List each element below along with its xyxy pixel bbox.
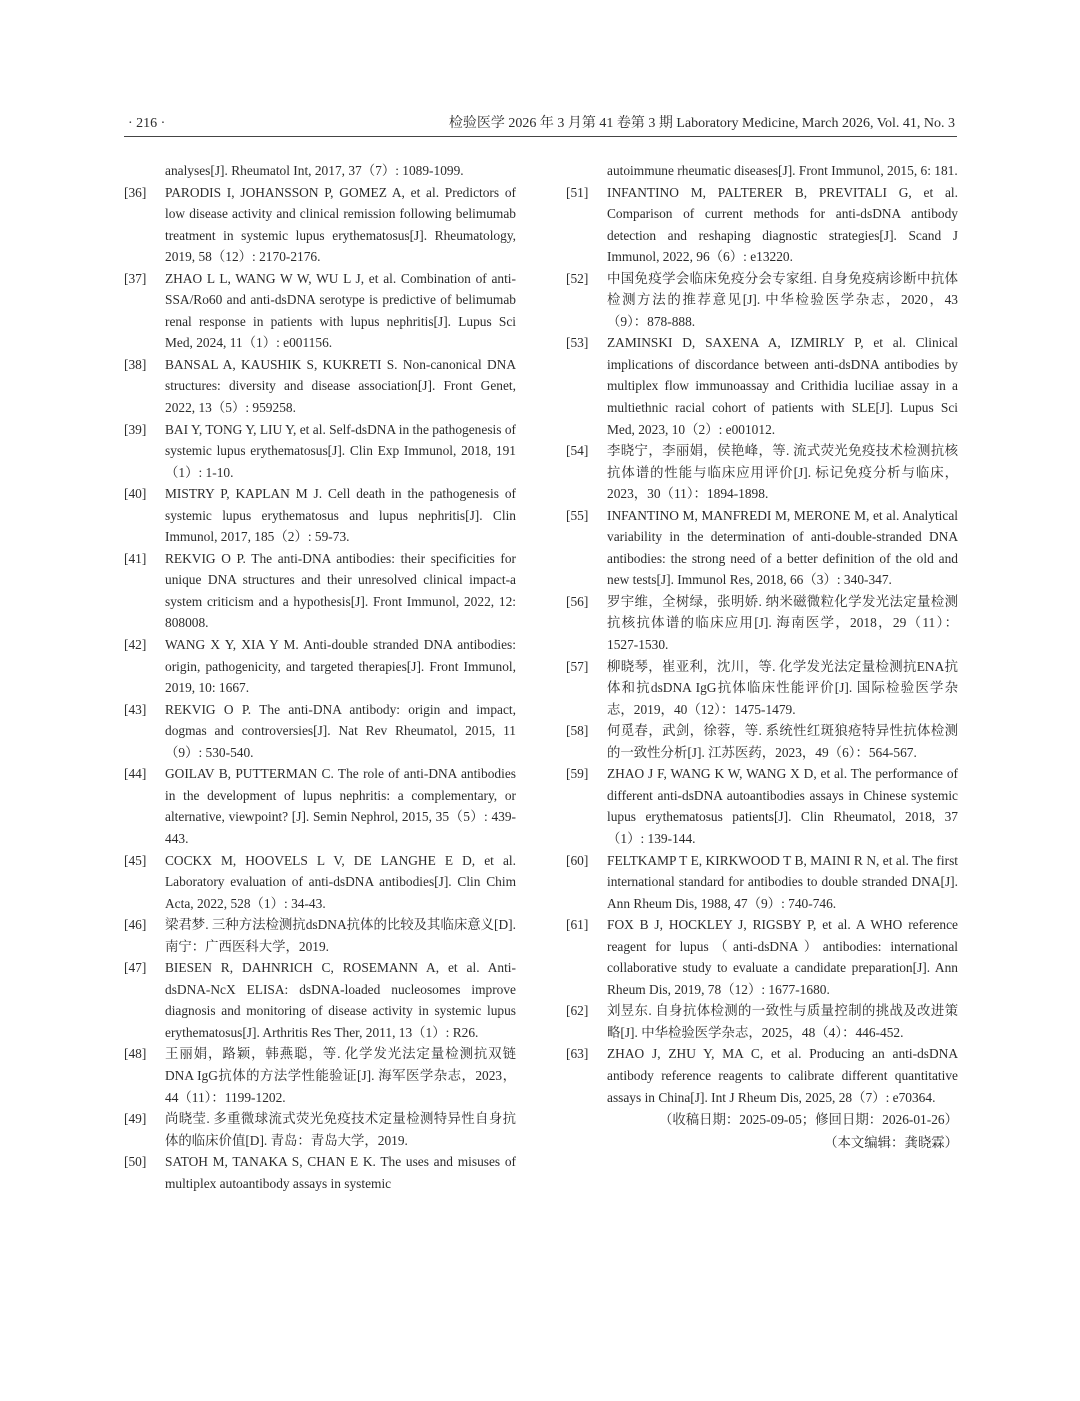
reference-item — [566, 763, 958, 849]
reference-number: [49] — [124, 1111, 147, 1127]
reference-text: WANG X Y, XIA Y M. Anti-double stranded DNA antibodies: origin, pathogenicity, and targeted therapies[J]. Front Immunol, 2019, 10: 1667. — [165, 637, 516, 696]
reference-number: [46] — [124, 917, 147, 933]
reference-text: INFANTINO M, PALTERER B, PREVITALI G, et al. Comparison of current methods for anti-dsDNA antibody detection and reshaping diagnostic strategies[J]. Scand J Immunol, 2022, 96（6）: e13220. — [607, 184, 958, 265]
editor-note: （本文编辑：龚晓霖） — [824, 1135, 958, 1151]
reference-item — [124, 1043, 516, 1108]
reference-number: [61] — [566, 917, 589, 933]
reference-text: 罗宇维，全树绿，张明娇. 纳米磁微粒化学发光法定量检测抗核抗体谱的临床应用[J]. 海南医学，2018，29（11）：1527-1530. — [607, 593, 958, 653]
reference-number: [50] — [124, 1154, 147, 1170]
reference-text: PARODIS I, JOHANSSON P, GOMEZ A, et al. Predictors of low disease activity and clinical remission following belimumab treatment in systemic lupus erythematosus[J]. Rheumatology, 2019, 58（12）: 2170-2176. — [165, 184, 516, 265]
reference-text: 王丽娟，路颖，韩燕聪，等. 化学发光法定量检测抗双链DNA IgG抗体的方法学性能验证[J]. 海军医学杂志，2023，44（11）：1199-1202. — [165, 1046, 516, 1105]
page-header — [124, 114, 957, 137]
reference-text: 李晓宁，李丽娟，侯艳峰，等. 流式荧光免疫技术检测抗核抗体谱的性能与临床应用评价[J]. 标记免疫分析与临床，2023，30（11）：1894-1898. — [607, 443, 958, 502]
reference-number: [36] — [124, 184, 147, 200]
reference-number: [38] — [124, 356, 147, 372]
reference-number: [39] — [124, 421, 147, 437]
reference-item — [566, 505, 958, 591]
reference-item — [566, 850, 958, 915]
reference-number: [51] — [566, 184, 589, 200]
reference-number: [59] — [566, 766, 589, 782]
reference-text: ZHAO J F, WANG K W, WANG X D, et al. The performance of different anti-dsDNA autoantibodies assays in Chinese systemic lupus erythematosus patients[J]. Clin Rheumatol, 2018, 37（1）: 139-144. — [607, 766, 958, 846]
left-column — [124, 160, 516, 1194]
reference-number: [45] — [124, 852, 147, 868]
reference-text: ZHAO J, ZHU Y, MA C, et al. Producing an anti-dsDNA antibody reference reagents to calibrate different quantitative assays in China[J]. Int J Rheum Dis, 2025, 28（7）: e70364. — [607, 1046, 958, 1105]
reference-text: 梁君梦. 三种方法检测抗dsDNA抗体的比较及其临床意义[D]. 南宁：广西医科大学，2019. — [165, 917, 516, 954]
reference-number: [60] — [566, 852, 589, 868]
reference-number: [53] — [566, 335, 589, 351]
reference-item — [124, 419, 516, 484]
reference-item — [566, 1043, 958, 1108]
reference-text: MISTRY P, KAPLAN M J. Cell death in the pathogenesis of systemic lupus erythematosus and lupus nephritis[J]. Clin Immunol, 2017, 185（2）: 59-73. — [165, 486, 516, 545]
reference-text: 何觅春，武剑，徐蓉，等. 系统性红斑狼疮特异性抗体检测的一致性分析[J]. 江苏医药，2023，49（6）：564-567. — [607, 723, 958, 760]
reference-text: FELTKAMP T E, KIRKWOOD T B, MAINI R N, et al. The first international standard for antibodies to double stranded DNA[J]. Ann Rheum Dis, 1988, 47（9）: 740-746. — [607, 852, 958, 911]
reference-number: [48] — [124, 1046, 147, 1062]
reference-item — [124, 483, 516, 548]
reference-text: 刘昱东. 自身抗体检测的一致性与质量控制的挑战及改进策略[J]. 中华检验医学杂志，2025，48（4）：446-452. — [607, 1003, 958, 1040]
reference-item — [566, 182, 958, 268]
reference-item — [566, 440, 958, 505]
reference-item — [124, 268, 516, 354]
reference-continuation: autoimmune rheumatic diseases[J]. Front Immunol, 2015, 6: 181. — [607, 163, 958, 178]
reference-text: SATOH M, TANAKA S, CHAN E K. The uses and misuses of multiplex autoantibody assays in systemic — [165, 1154, 516, 1191]
reference-text: FOX B J, HOCKLEY J, RIGSBY P, et al. A WHO reference reagent for lupus（anti-dsDNA）antibodies: international collaborative study to evaluate a candidate preparation[J]. Ann Rheum Dis, 2019, 78（12）: 1677-1680. — [607, 917, 958, 997]
reference-item — [124, 914, 516, 957]
reference-text: GOILAV B, PUTTERMAN C. The role of anti-DNA antibodies in the development of lupus nephritis: a complementary, or alternative, viewpoint? [J]. Semin Nephrol, 2015, 35（5）: 439-443. — [165, 766, 516, 846]
reference-item — [124, 763, 516, 849]
reference-item — [124, 957, 516, 1043]
reference-number: [58] — [566, 723, 589, 739]
reference-item — [124, 548, 516, 634]
reference-number: [55] — [566, 507, 589, 523]
reference-item — [566, 332, 958, 440]
reference-item — [566, 720, 958, 763]
reference-text: INFANTINO M, MANFREDI M, MERONE M, et al. Analytical variability in the determination of anti-double-stranded DNA antibodies: the strong need of a better definition of the old and new tests[J]. Immunol Res, 2018, 66（3）: 340-347. — [607, 507, 958, 588]
reference-item — [124, 1151, 516, 1194]
page-number: · 216 · — [128, 116, 166, 131]
reference-text: ZHAO L L, WANG W W, WU L J, et al. Combination of anti-SSA/Ro60 and anti-dsDNA serotype is predictive of belimumab renal response in patients with lupus nephritis[J]. Lupus Sci Med, 2024, 11（1）: e001156. — [165, 270, 516, 351]
reference-item — [566, 591, 958, 656]
reference-number: [37] — [124, 270, 147, 286]
reference-item — [124, 182, 516, 268]
reference-text: REKVIG O P. The anti-DNA antibody: origin and impact, dogmas and controversies[J]. Nat Rev Rheumatol, 2015, 11（9）: 530-540. — [165, 701, 516, 760]
reference-item — [566, 914, 958, 1000]
reference-item — [566, 268, 958, 333]
received-revised-dates: （收稿日期：2025-09-05；修回日期：2026-01-26） — [658, 1112, 958, 1128]
journal-info: 检验医学 2026 年 3 月第 41 卷第 3 期 Laboratory Medicine, March 2026, Vol. 41, No. 3 — [448, 116, 955, 131]
reference-text: BANSAL A, KAUSHIK S, KUKRETI S. Non-canonical DNA structures: diversity and disease association[J]. Front Genet, 2022, 13（5）: 959258. — [165, 356, 516, 416]
reference-text: COCKX M, HOOVELS L V, DE LANGHE E D, et al. Laboratory evaluation of anti-dsDNA antibodies[J]. Clin Chim Acta, 2022, 528（1）: 34-43. — [165, 852, 516, 911]
reference-number: [56] — [566, 593, 589, 609]
reference-text: ZAMINSKI D, SAXENA A, IZMIRLY P, et al. Clinical implications of discordance between anti-dsDNA antibodies by multiplex flow immunoassay and Crithidia luciliae assay in a multiethnic racial cohort of patients with SLE[J]. Lupus Sci Med, 2023, 10（2）: e001012. — [607, 335, 958, 437]
reference-item — [124, 634, 516, 699]
reference-text: 中国免疫学会临床免疫分会专家组. 自身免疫病诊断中抗体检测方法的推荐意见[J]. 中华检验医学杂志，2020，43（9）：878-888. — [607, 270, 958, 329]
reference-number: [47] — [124, 960, 147, 976]
reference-item — [124, 354, 516, 419]
reference-number: [54] — [566, 443, 589, 459]
reference-text: REKVIG O P. The anti-DNA antibodies: their specificities for unique DNA structures and their unresolved clinical impact-a system criticism and a hypothesis[J]. Front Immunol, 2022, 12: 808008. — [165, 550, 516, 631]
reference-item — [566, 656, 958, 721]
reference-number: [63] — [566, 1046, 589, 1062]
reference-text: 柳晓琴，崔亚利，沈川，等. 化学发光法定量检测抗ENA抗体和抗dsDNA IgG抗体临床性能评价[J]. 国际检验医学杂志，2019，40（12）：1475-1479. — [607, 658, 958, 717]
article-notes — [566, 1108, 958, 1154]
reference-number: [40] — [124, 486, 147, 502]
reference-text: BIESEN R, DAHNRICH C, ROSEMANN A, et al. Anti-dsDNA-NcX ELISA: dsDNA-loaded nucleosomes improve diagnosis and monitoring of disease activity in systemic lupus erythematosus[J]. Arthritis Res Ther, 2011, 13（1）: R26. — [165, 960, 516, 1040]
right-column — [566, 160, 958, 1154]
reference-number: [57] — [566, 658, 589, 674]
reference-text: BAI Y, TONG Y, LIU Y, et al. Self-dsDNA in the pathogenesis of systemic lupus erythematosus[J]. Clin Exp Immunol, 2018, 191（1）: 1-10. — [165, 421, 516, 480]
reference-text: 尚晓莹. 多重微球流式荧光免疫技术定量检测特异性自身抗体的临床价值[D]. 青岛：青岛大学，2019. — [165, 1111, 516, 1148]
reference-number: [42] — [124, 637, 147, 653]
reference-number: [62] — [566, 1003, 589, 1019]
reference-continuation: analyses[J]. Rheumatol Int, 2017, 37（7）: 1089-1099. — [165, 163, 464, 178]
reference-item — [124, 1108, 516, 1151]
reference-number: [43] — [124, 701, 147, 717]
reference-number: [41] — [124, 550, 147, 566]
reference-item — [124, 850, 516, 915]
reference-number: [52] — [566, 270, 589, 286]
reference-item — [566, 1000, 958, 1043]
reference-item — [124, 699, 516, 764]
reference-number: [44] — [124, 766, 147, 782]
